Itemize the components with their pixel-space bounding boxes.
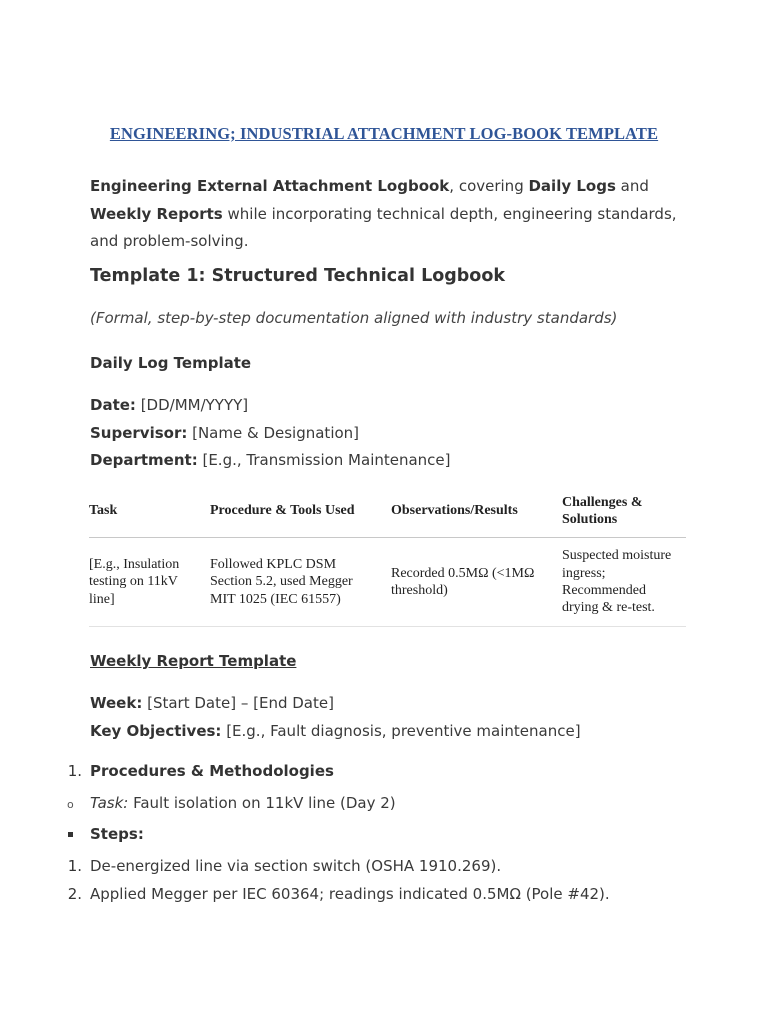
task-item: [90, 794, 396, 812]
steps-label: Steps:: [90, 825, 144, 843]
template-subtitle: (Formal, step-by-step documentation aligned with industry standards): [90, 309, 618, 327]
date-value: [DD/MM/YYYY]: [135, 396, 249, 414]
date-label: Date:: [90, 396, 136, 414]
week-value: [Start Date] – [End Date]: [142, 694, 334, 712]
section-title-procedures: Procedures & Methodologies: [90, 762, 334, 780]
column-header-procedure: Procedure & Tools Used: [210, 485, 391, 538]
task-value: Fault isolation on 11kV line (Day 2): [128, 794, 396, 812]
step-number: 2.: [67, 885, 82, 903]
key-objectives-field: [90, 718, 581, 746]
table-cell-challenges: Suspected moisture ingress; Recommended drying & re-test.: [562, 538, 686, 627]
intro-bold-logbook: Engineering External Attachment Logbook: [90, 177, 450, 195]
intro-text-2: and: [615, 177, 649, 195]
supervisor-label: Supervisor:: [90, 423, 188, 442]
task-label: Task:: [90, 794, 129, 812]
step-item: Applied Megger per IEC 60364; readings indicated 0.5MΩ (Pole #42).: [90, 885, 610, 903]
table-row: [89, 538, 686, 627]
column-header-observations: Observations/Results: [391, 485, 562, 538]
table-header-row: [89, 485, 686, 538]
intro-bold-daily-logs: Daily Logs: [528, 177, 616, 195]
daily-log-fields: [90, 392, 451, 475]
key-objectives-value: [E.g., Fault diagnosis, preventive maintenance]: [221, 721, 581, 740]
week-label: Week:: [90, 694, 143, 712]
step-number: 1.: [67, 857, 82, 875]
intro-bold-weekly-reports: Weekly Reports: [90, 204, 223, 223]
weekly-report-fields: [90, 690, 581, 745]
week-field: [90, 690, 581, 718]
circle-bullet-icon: o: [67, 798, 74, 811]
key-objectives-label: Key Objectives:: [90, 721, 222, 740]
department-field: [90, 447, 451, 475]
table-cell-observations: Recorded 0.5MΩ (<1MΩ threshold): [391, 538, 562, 627]
section-number: 1.: [67, 762, 82, 780]
column-header-challenges: Challenges & Solutions: [562, 485, 686, 538]
intro-paragraph: [90, 173, 690, 256]
department-label: Department:: [90, 451, 198, 470]
square-bullet-icon: [68, 832, 73, 837]
column-header-task: Task: [89, 485, 210, 538]
intro-text-1: , covering: [449, 177, 529, 195]
supervisor-value: [Name & Designation]: [187, 423, 360, 442]
template-heading: Template 1: Structured Technical Logbook: [90, 266, 505, 286]
daily-log-table: [89, 485, 686, 627]
table-cell-procedure: Followed KPLC DSM Section 5.2, used Megger MIT 1025 (IEC 61557): [210, 538, 391, 627]
document-title: ENGINEERING; INDUSTRIAL ATTACHMENT LOG-BOOK TEMPLATE: [109, 124, 659, 143]
supervisor-field: [90, 420, 451, 448]
date-field: [90, 392, 451, 420]
step-item: De-energized line via section switch (OSHA 1910.269).: [90, 857, 502, 875]
daily-log-heading: Daily Log Template: [90, 354, 252, 372]
intro-text-3: while incorporating technical depth, engineering standards, and problem-solving.: [90, 204, 677, 250]
weekly-report-heading: Weekly Report Template: [90, 652, 297, 670]
table-cell-task: [E.g., Insulation testing on 11kV line]: [89, 538, 210, 627]
department-value: [E.g., Transmission Maintenance]: [197, 451, 451, 470]
